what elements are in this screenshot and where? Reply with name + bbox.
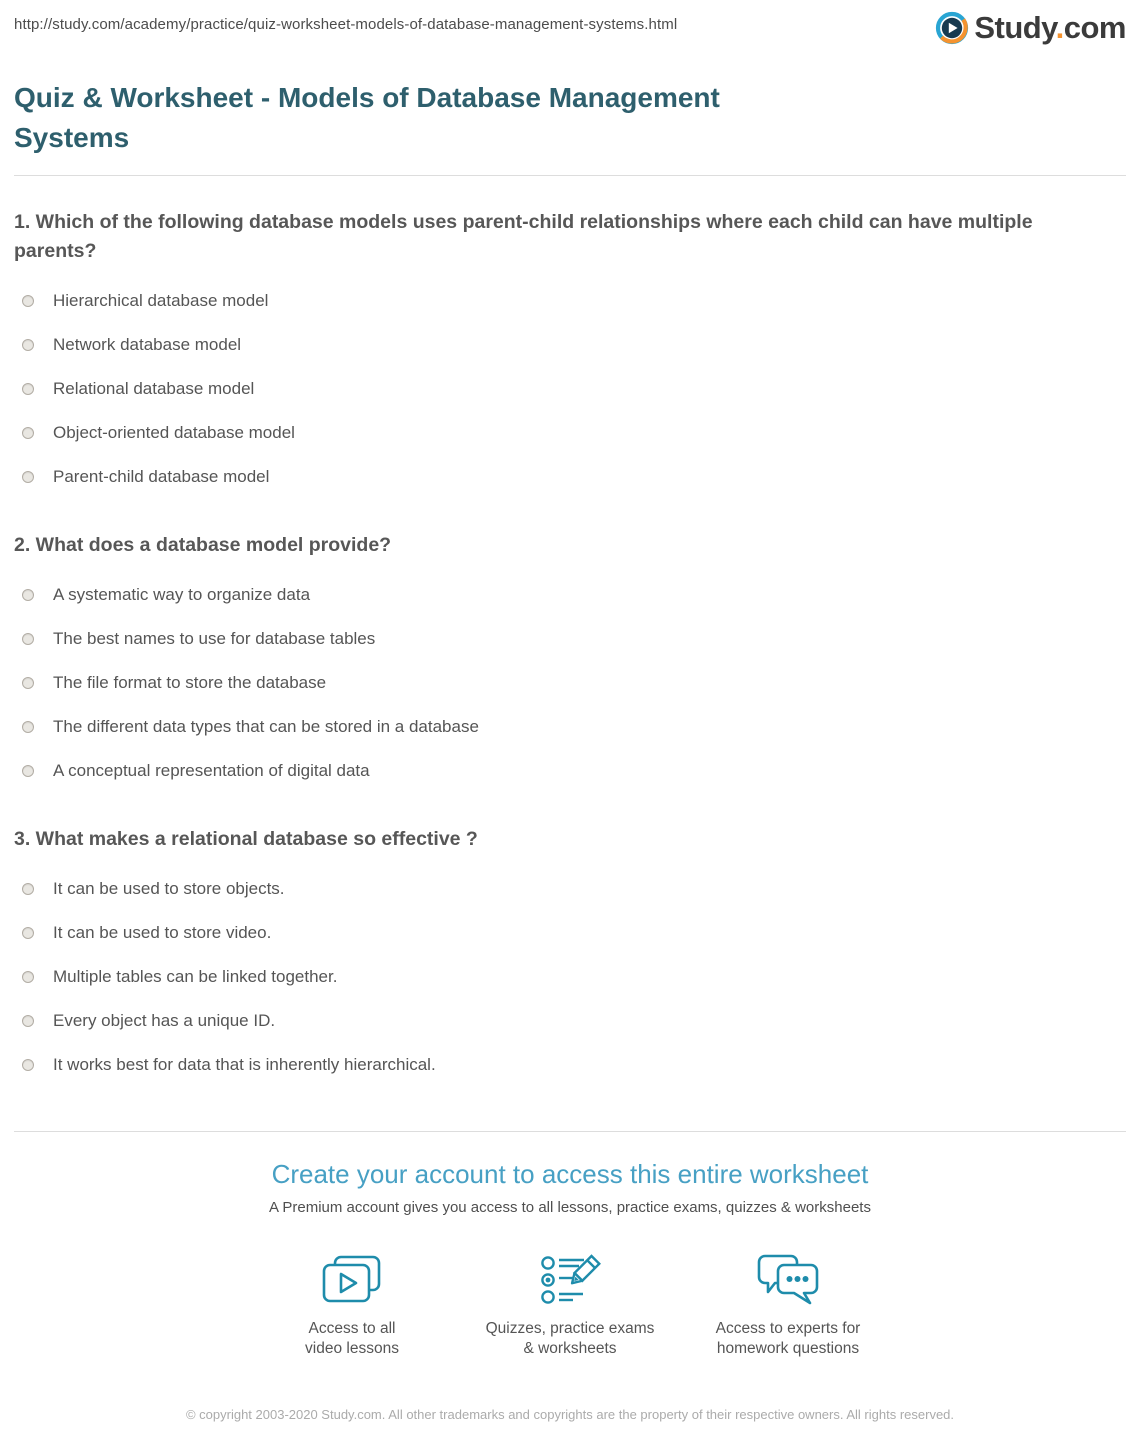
answer-option[interactable] (14, 661, 1126, 705)
copyright-notice: © copyright 2003-2020 Study.com. All other trademarks and copyrights are the property of their respective owners. All rights reserved. (185, 1407, 955, 1422)
question-3 (14, 825, 1126, 1087)
answer-option[interactable] (14, 1043, 1126, 1087)
radio-button[interactable] (22, 765, 34, 777)
radio-button[interactable] (22, 1059, 34, 1071)
feature-video-lessons (243, 1254, 461, 1359)
radio-button[interactable] (22, 339, 34, 351)
create-account-link[interactable]: Create your account to access this entire worksheet (271, 1159, 869, 1189)
option-label: Network database model (53, 335, 242, 354)
logo-wordmark: Study.com (974, 10, 1126, 45)
option-label: It can be used to store objects. (53, 879, 285, 898)
option-label: It can be used to store video. (53, 923, 272, 942)
option-label: Relational database model (53, 379, 255, 398)
question-1-text: 1. Which of the following database models uses parent-child relationships where each child can have multiple parents? (14, 211, 1033, 262)
radio-button[interactable] (22, 927, 34, 939)
answer-option[interactable] (14, 955, 1126, 999)
feature-label: Access to experts for homework questions (715, 1320, 861, 1357)
option-label: Multiple tables can be linked together. (53, 967, 338, 986)
feature-label: Access to all video lessons (305, 1320, 399, 1357)
option-label: Hierarchical database model (53, 291, 269, 310)
option-label: The file format to store the database (53, 673, 327, 692)
radio-button[interactable] (22, 295, 34, 307)
question-2 (14, 531, 1126, 793)
answer-option[interactable] (14, 999, 1126, 1043)
premium-subheading: A Premium account gives you access to all lessons, practice exams, quizzes & worksheets (269, 1199, 871, 1216)
create-account-section (14, 1132, 1126, 1359)
question-1 (14, 208, 1126, 499)
answer-option[interactable] (14, 367, 1126, 411)
video-lessons-icon (321, 1254, 383, 1306)
question-2-options (14, 573, 1126, 793)
radio-button[interactable] (22, 427, 34, 439)
page-header (14, 10, 1126, 46)
title-divider (14, 175, 1126, 176)
answer-option[interactable] (14, 911, 1126, 955)
answer-option[interactable] (14, 617, 1126, 661)
option-label: The best names to use for database tables (53, 629, 376, 648)
option-label: It works best for data that is inherently hierarchical. (53, 1055, 436, 1074)
option-label: A systematic way to organize data (53, 585, 311, 604)
studycom-logo[interactable] (935, 10, 1126, 46)
feature-homework-experts (679, 1254, 897, 1359)
answer-option[interactable] (14, 411, 1126, 455)
quizzes-worksheets-icon (539, 1254, 601, 1306)
page-title: Quiz & Worksheet - Models of Database Management Systems (14, 82, 720, 153)
radio-button[interactable] (22, 1015, 34, 1027)
answer-option[interactable] (14, 455, 1126, 499)
question-3-options (14, 867, 1126, 1087)
answer-option[interactable] (14, 279, 1126, 323)
option-label: A conceptual representation of digital data (53, 761, 370, 780)
radio-button[interactable] (22, 589, 34, 601)
radio-button[interactable] (22, 471, 34, 483)
answer-option[interactable] (14, 573, 1126, 617)
option-label: Every object has a unique ID. (53, 1011, 276, 1030)
radio-button[interactable] (22, 633, 34, 645)
radio-button[interactable] (22, 383, 34, 395)
answer-option[interactable] (14, 867, 1126, 911)
radio-button[interactable] (22, 971, 34, 983)
feature-label: Quizzes, practice exams & worksheets (485, 1320, 655, 1357)
question-1-options (14, 279, 1126, 499)
answer-option[interactable] (14, 323, 1126, 367)
chat-experts-icon (756, 1254, 820, 1306)
option-label: Object-oriented database model (53, 423, 295, 442)
option-label: The different data types that can be stored in a database (53, 717, 479, 736)
studycom-play-logo-icon (935, 11, 969, 45)
page-url: http://study.com/academy/practice/quiz-worksheet-models-of-database-management-systems.html (14, 16, 678, 33)
question-2-text: 2. What does a database model provide? (14, 534, 392, 556)
answer-option[interactable] (14, 705, 1126, 749)
option-label: Parent-child database model (53, 467, 270, 486)
radio-button[interactable] (22, 721, 34, 733)
answer-option[interactable] (14, 749, 1126, 793)
feature-list (14, 1254, 1126, 1359)
radio-button[interactable] (22, 677, 34, 689)
feature-quizzes-worksheets (461, 1254, 679, 1359)
radio-button[interactable] (22, 883, 34, 895)
question-3-text: 3. What makes a relational database so effective ? (14, 828, 478, 850)
